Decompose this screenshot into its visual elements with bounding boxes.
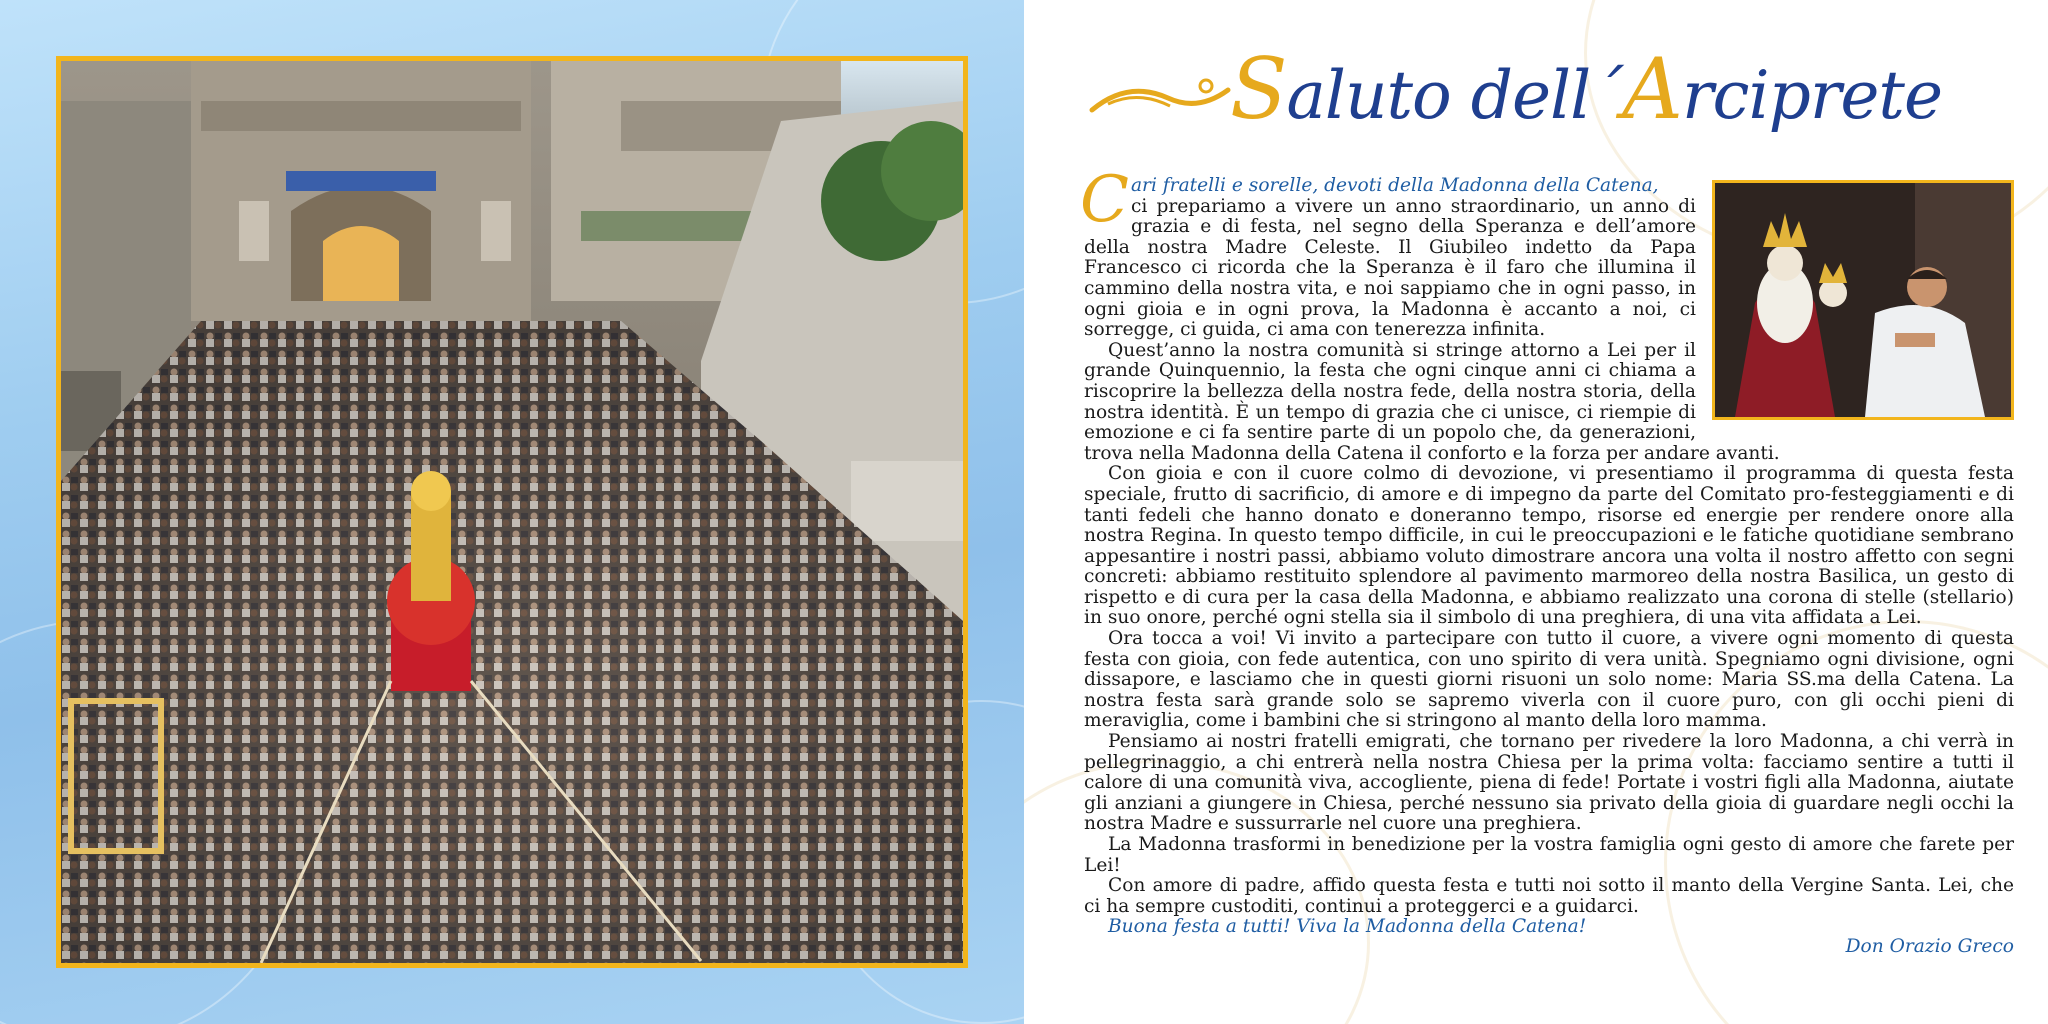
page-title — [1230, 40, 1942, 138]
paragraph: Ora tocca a voi! Vi invito a partecipare con tutto il cuore, a vivere ogni momento di questa festa con gioia, con fede autentica, con uno spirito di vera unità. Spegniamo ogni divisione, ogni dissapore, e lasciamo che in questi giorni risuoni un solo nome: Maria SS.ma della Catena. La nostra festa sarà grande solo se sapremo viverla con il cuore puro, con gli occhi pieni di meraviglia, come i bambini che si stringono al manto della loro mamma. — [1084, 628, 2014, 732]
signature: Don Orazio Greco — [1845, 936, 2014, 957]
letter-body — [1080, 163, 2014, 917]
title-initial: S — [1230, 40, 1287, 138]
flourish-ornament — [1088, 60, 1238, 130]
title-text: aluto dell´ — [1286, 57, 1623, 134]
paragraph: Pensiamo ai nostri fratelli emigrati, che tornano per rivedere la loro Madonna, a chi verrà in pellegrinaggio, a chi entrerà nella nostra Chiesa per la prima volta: facciamo sentire a tutti il calore di una comunità viva, accogliente, piena di fede! Portate i vostri figli alla Madonna, aiutate gli anziani a giungere in Chiesa, perché nessuno sia privato della gioia di guardare negli occhi la nostra Madre e sussurrarle nel cuore una preghiera. — [1084, 731, 2014, 835]
paragraph: Con gioia e con il cuore colmo di devozione, vi presentiamo il programma di questa festa speciale, frutto di sacrificio, di amore e di impegno da parte del Comitato pro-festeggiamenti e di tanti fedeli che hanno donato e doneranno tempo, risorse ed energie per rendere onore alla nostra Regina. In questo tempo difficile, in cui le preoccupazioni e le fatiche quotidiane sembrano appesantire i nostri passi, abbiamo voluto dimostrare ancora una volta il nostro affetto con segni concreti: abbiamo restituito splendore al pavimento marmoreo della nostra Basilica, un gesto di rispetto e di cura per la casa della Madonna, e abbiamo realizzato una corona di stelle (stellario) in suo onore, perché ogni stella sia il simbolo di una preghiera, di una vita affidata a Lei. — [1084, 463, 2014, 629]
title-initial: A — [1622, 40, 1682, 138]
greeting: ari fratelli e sorelle, devoti della Madonna della Catena, — [1130, 175, 1659, 196]
procession-photo — [56, 56, 968, 968]
right-page — [1024, 0, 2048, 1024]
drop-cap: C — [1080, 163, 1129, 237]
paragraph: ci prepariamo a vivere un anno straordinario, un anno di grazia e di festa, nel segno della Speranza e dell’amore della nostra Madre Celeste. Il Giubileo indetto da Papa Francesco ci ricorda che la Speranza è il faro che illumina il cammino della nostra vita, e noi sappiamo che in ogni passo, in ogni gioia e in ogni prova, la Madonna è accanto a noi, ci sorregge, ci guida, ci ama con tenerezza infinita. — [1084, 195, 1696, 341]
paragraph: Con amore di padre, affido questa festa e tutti noi sotto il manto della Vergine Santa. Lei, che ci ha sempre custoditi, continui a proteggerci e a guidarci. — [1084, 875, 2014, 917]
paragraph: La Madonna trasformi in benedizione per la vostra famiglia ogni gesto di amore che farete per Lei! — [1084, 834, 2014, 876]
closing-line: Buona festa a tutti! Viva la Madonna della Catena! — [1108, 916, 1587, 937]
title-text: rciprete — [1681, 57, 1943, 134]
madonna-statue-photo — [1712, 180, 2014, 420]
paragraph: Quest’anno la nostra comunità si stringe attorno a Lei per il grande Quinquennio, la festa che ogni cinque anni ci chiama a riscoprire la bellezza della nostra fede, della nostra storia, della nostra identità. È un tempo di grazia che ci unisce, ci riempie di emozione e ci fa sentire parte di un popolo che, da generazioni, trova nella Madonna della Catena il conforto e la forza per andare avanti. — [1084, 339, 1780, 464]
